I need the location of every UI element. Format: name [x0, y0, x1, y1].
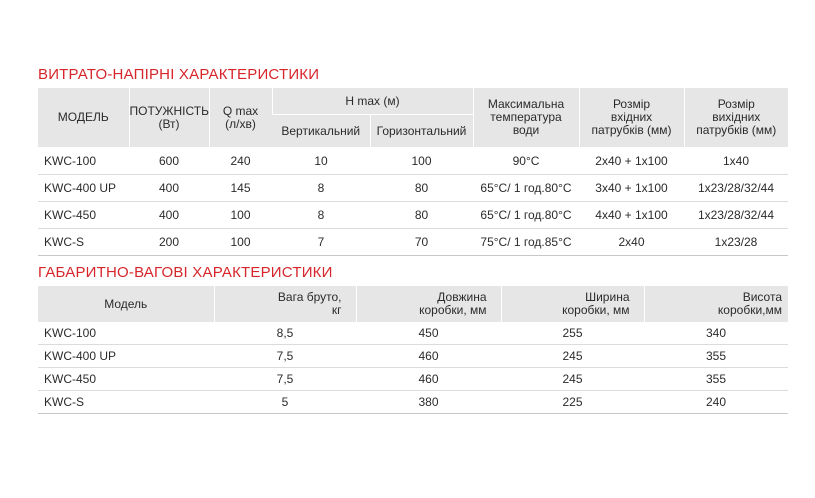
cell-h-horizontal: 100 [370, 148, 473, 175]
header-vertical: Вертикальний [272, 115, 370, 148]
cell-model: KWC-400 UP [38, 345, 214, 368]
header-width: Ширина коробки, мм [501, 286, 644, 322]
cell-height: 340 [644, 322, 788, 345]
cell-model: KWC-400 UP [38, 175, 129, 202]
cell-width: 245 [501, 345, 644, 368]
cell-weight: 5 [214, 391, 356, 414]
cell-inlet: 4x40 + 1x100 [579, 202, 684, 229]
header-max-temp: Максимальна температура води [473, 88, 579, 148]
table-row [38, 368, 788, 391]
cell-model: KWC-100 [38, 322, 214, 345]
table-row [38, 345, 788, 368]
cell-height: 355 [644, 345, 788, 368]
dimensions-weight-title: ГАБАРИТНО-ВАГОВІ ХАРАКТЕРИСТИКИ [38, 264, 333, 281]
cell-outlet: 1x23/28/32/44 [684, 202, 788, 229]
cell-h-vertical: 8 [272, 202, 370, 229]
cell-weight: 7,5 [214, 368, 356, 391]
cell-width: 245 [501, 368, 644, 391]
cell-model: KWC-100 [38, 148, 129, 175]
cell-width: 255 [501, 322, 644, 345]
cell-qmax: 240 [209, 148, 272, 175]
cell-model: KWC-S [38, 391, 214, 414]
header-model: Модель [38, 286, 214, 322]
cell-qmax: 100 [209, 202, 272, 229]
header-height: Висота коробки,мм [644, 286, 788, 322]
cell-inlet: 2x40 [579, 229, 684, 256]
cell-temp: 90°C [473, 148, 579, 175]
cell-outlet: 1x23/28 [684, 229, 788, 256]
cell-temp: 75°C/ 1 год.85°C [473, 229, 579, 256]
header-inlet-size: Розмір вхідних патрубків (мм) [579, 88, 684, 148]
cell-outlet: 1x23/28/32/44 [684, 175, 788, 202]
cell-h-vertical: 7 [272, 229, 370, 256]
header-power: ПОТУЖНІСТЬ (Вт) [129, 88, 209, 148]
flow-pressure-title: ВИТРАТО-НАПІРНІ ХАРАКТЕРИСТИКИ [38, 66, 320, 83]
cell-power: 400 [129, 202, 209, 229]
header-weight: Вага бруто, кг [214, 286, 356, 322]
cell-h-vertical: 10 [272, 148, 370, 175]
table-row [38, 391, 788, 414]
cell-length: 450 [356, 322, 501, 345]
table-row [38, 322, 788, 345]
cell-qmax: 145 [209, 175, 272, 202]
cell-length: 460 [356, 368, 501, 391]
cell-weight: 7,5 [214, 345, 356, 368]
table-row [38, 175, 788, 202]
header-horizontal: Горизонтальний [370, 115, 473, 148]
cell-width: 225 [501, 391, 644, 414]
header-qmax: Q max (л/хв) [209, 88, 272, 148]
cell-length: 380 [356, 391, 501, 414]
cell-inlet: 3x40 + 1x100 [579, 175, 684, 202]
cell-model: KWC-450 [38, 202, 129, 229]
cell-outlet: 1x40 [684, 148, 788, 175]
cell-qmax: 100 [209, 229, 272, 256]
cell-h-horizontal: 80 [370, 202, 473, 229]
header-length: Довжина коробки, мм [356, 286, 501, 322]
cell-h-horizontal: 70 [370, 229, 473, 256]
cell-weight: 8,5 [214, 322, 356, 345]
dimensions-weight-table [38, 286, 788, 414]
table-row [38, 148, 788, 175]
cell-temp: 65°C/ 1 год.80°C [473, 175, 579, 202]
cell-power: 400 [129, 175, 209, 202]
cell-length: 460 [356, 345, 501, 368]
cell-power: 200 [129, 229, 209, 256]
cell-model: KWC-S [38, 229, 129, 256]
cell-height: 240 [644, 391, 788, 414]
cell-inlet: 2x40 + 1x100 [579, 148, 684, 175]
flow-pressure-table [38, 88, 788, 256]
cell-power: 600 [129, 148, 209, 175]
cell-h-vertical: 8 [272, 175, 370, 202]
header-outlet-size: Розмір вихідних патрубків (мм) [684, 88, 788, 148]
cell-h-horizontal: 80 [370, 175, 473, 202]
cell-temp: 65°C/ 1 год.80°C [473, 202, 579, 229]
header-hmax: H max (м) [272, 88, 473, 115]
cell-height: 355 [644, 368, 788, 391]
header-model: МОДЕЛЬ [38, 88, 129, 148]
table-row [38, 202, 788, 229]
cell-model: KWC-450 [38, 368, 214, 391]
table-row [38, 229, 788, 256]
